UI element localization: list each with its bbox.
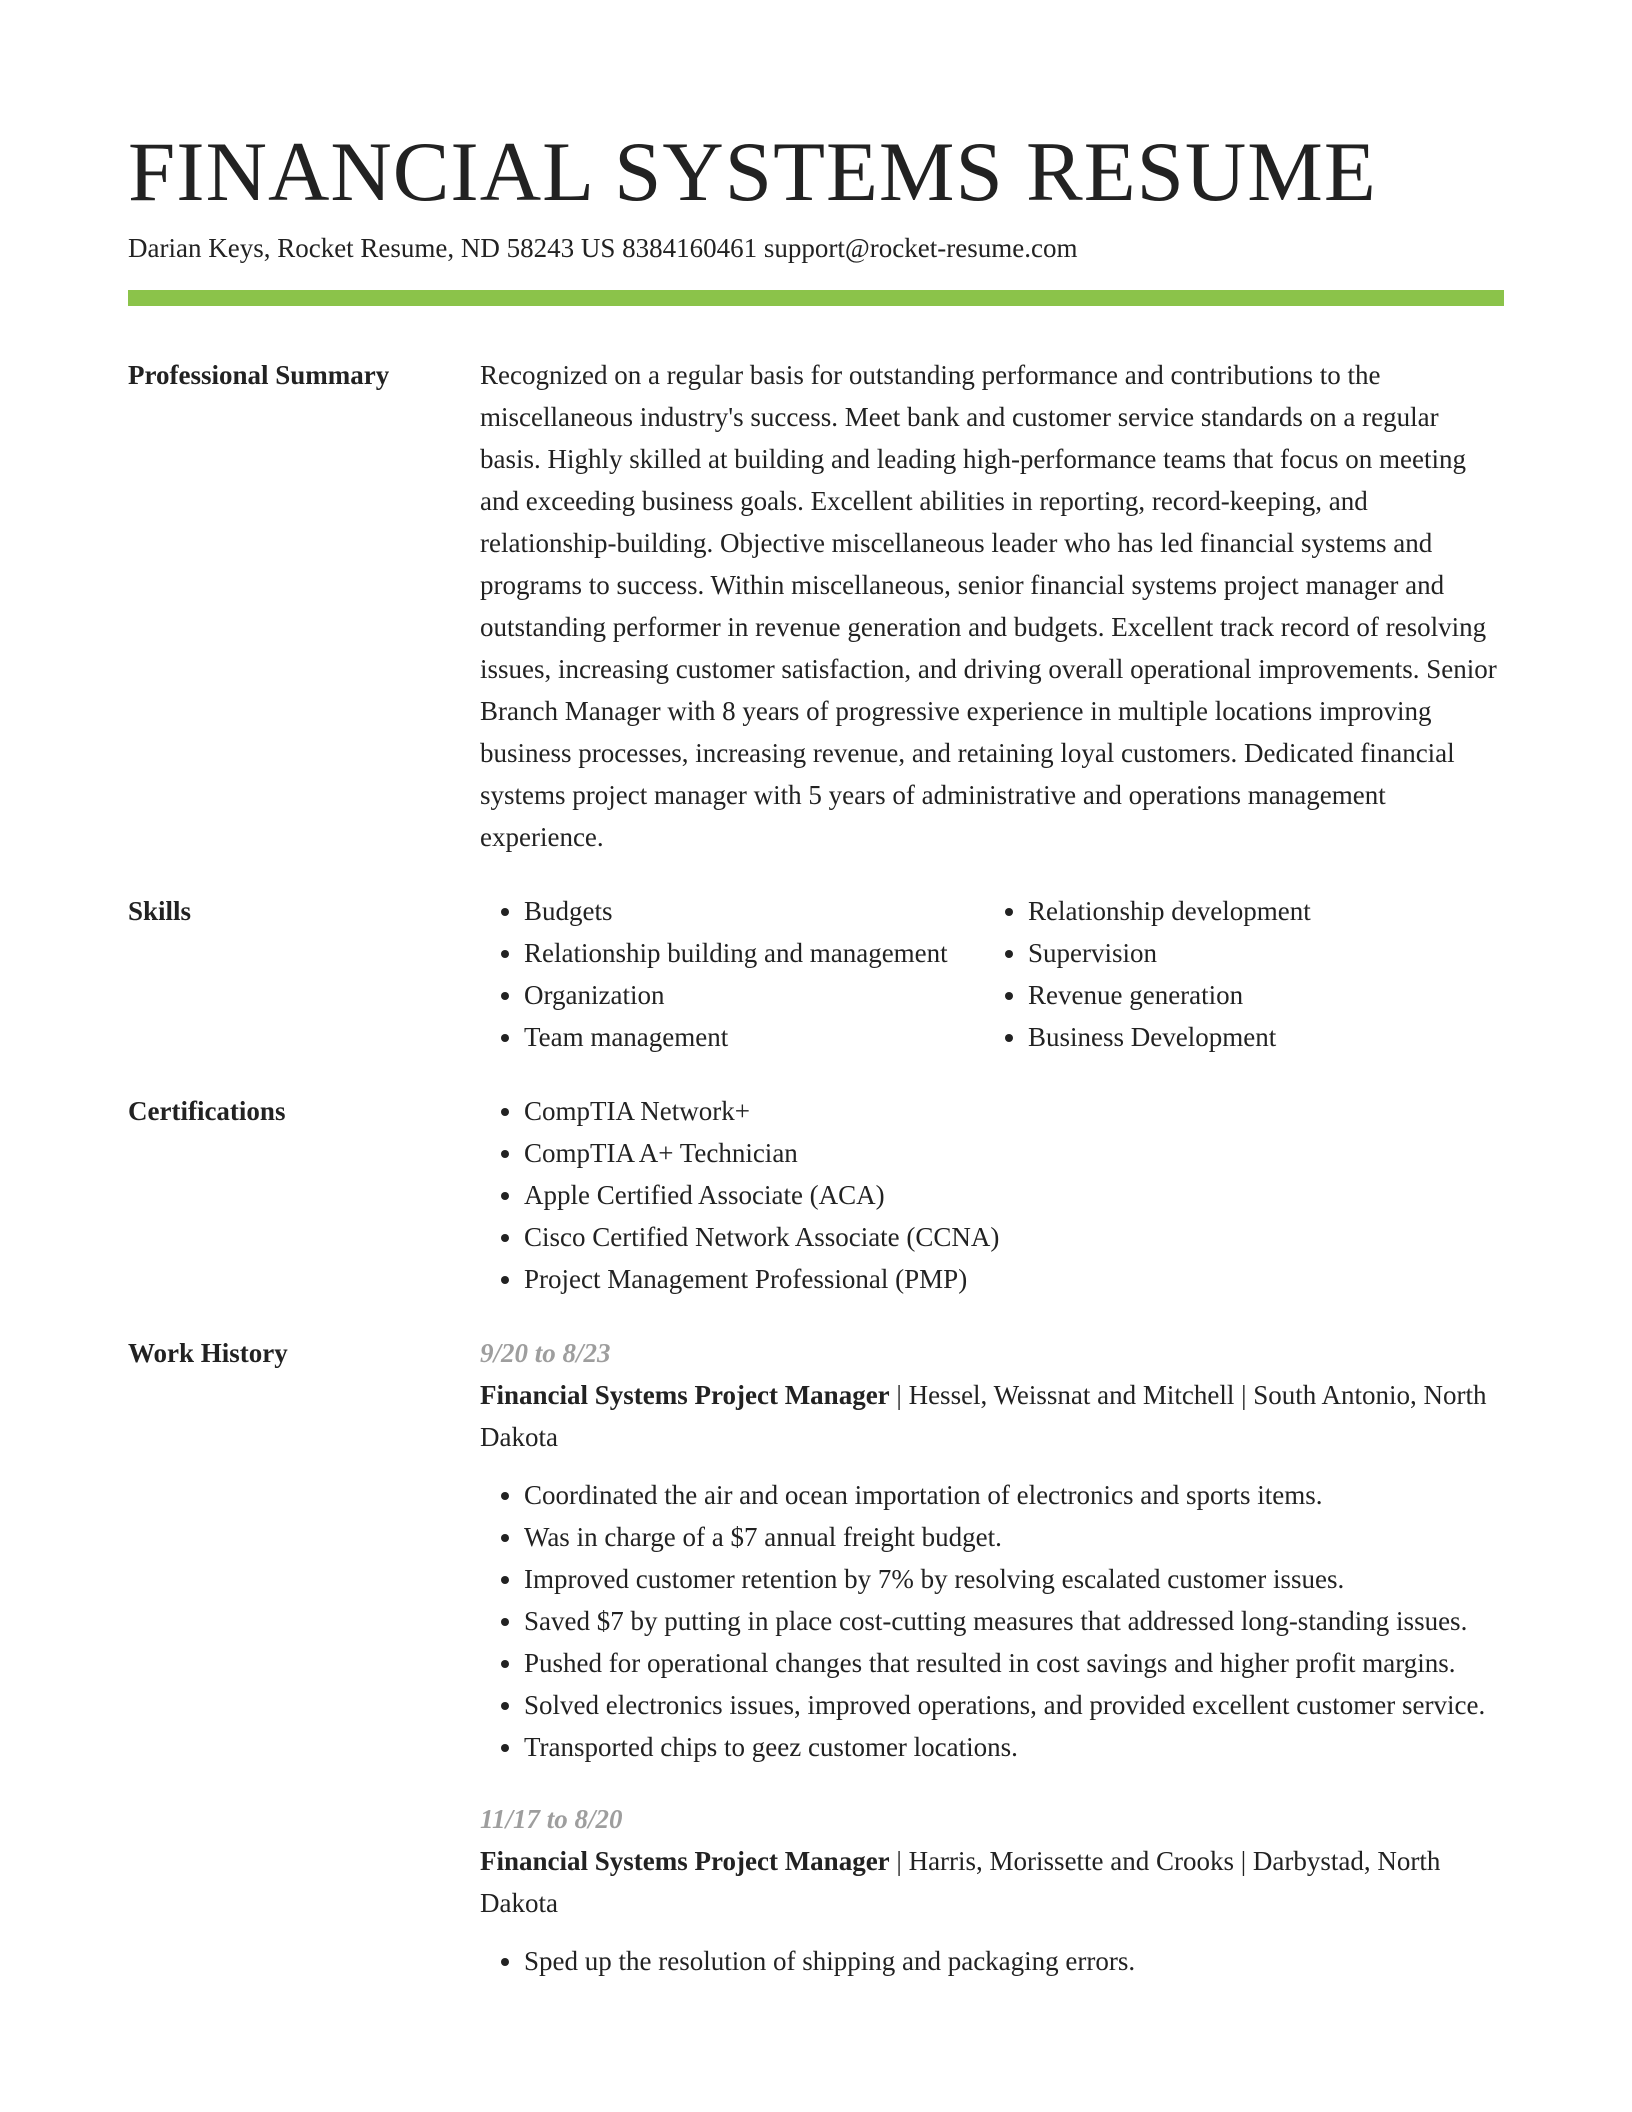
job-bullet: • Was in charge of a $7 annual freight budget. (524, 1516, 1504, 1558)
summary-text: Recognized on a regular basis for outstanding performance and contributions to the miscellaneous industry's success. Meet bank and customer service standards on a regular basis. Highly skilled at building and leading high-performance teams that focus on meeting and exceeding business goals. Excellent abilities in reporting, record-keeping, and relationship-building. Objective miscellaneous leader who has led financial systems and programs to success. Within miscellaneous, senior financial systems project manager and outstanding performer in revenue generation and budgets. Excellent track record of resolving issues, increasing customer satisfaction, and driving overall operational improvements. Senior Branch Manager with 8 years of progressive experience in multiple locations improving business processes, increasing revenue, and retaining loyal customers. Dedicated financial systems project manager with 5 years of administrative and operations management experience. (480, 360, 1497, 852)
job-heading (480, 1840, 1504, 1924)
skill-item: • Budgets (524, 890, 984, 932)
certification-item: • Apple Certified Associate (ACA) (524, 1174, 1504, 1216)
skills-list-left (480, 890, 984, 1058)
job-title: Financial Systems Project Manager (480, 1846, 890, 1876)
job-details: | Hessel, Weissnat and Mitchell | South Antonio, North Dakota (480, 1380, 1487, 1452)
job-bullet: • Saved $7 by putting in place cost-cutting measures that addressed long-standing issues. (524, 1600, 1504, 1642)
job-bullet: • Transported chips to geez customer locations. (524, 1726, 1504, 1768)
job-bullet: • Sped up the resolution of shipping and packaging errors. (524, 1940, 1504, 1982)
contact-line: Darian Keys, Rocket Resume, ND 58243 US 8384160461 support@rocket-resume.com (128, 233, 1078, 263)
job-bullet: • Improved customer retention by 7% by resolving escalated customer issues. (524, 1558, 1504, 1600)
job-bullet-list (480, 1474, 1504, 1768)
certifications-list (480, 1090, 1504, 1300)
skill-item: • Revenue generation (1028, 974, 1504, 1016)
skill-item: • Organization (524, 974, 984, 1016)
skills-label: Skills (128, 896, 192, 926)
job-bullet: • Coordinated the air and ocean importation of electronics and sports items. (524, 1474, 1504, 1516)
skill-item: • Relationship building and management (524, 932, 984, 974)
certification-item: • Project Management Professional (PMP) (524, 1258, 1504, 1300)
skill-item: • Business Development (1028, 1016, 1504, 1058)
skills-list-right (984, 890, 1504, 1058)
job-bullet: • Pushed for operational changes that resulted in cost savings and higher profit margins. (524, 1642, 1504, 1684)
job-date: 9/20 to 8/23 (480, 1338, 611, 1368)
summary-label: Professional Summary (128, 360, 390, 390)
header-divider (128, 290, 1504, 306)
certifications-section (128, 1090, 1504, 1300)
summary-section (128, 354, 1504, 858)
work-history-section (128, 1332, 1504, 1982)
job-entry (480, 1798, 1504, 1982)
resume-title: FINANCIAL SYSTEMS RESUME (128, 125, 1377, 219)
resume-page (128, 122, 1504, 1982)
certification-item: • CompTIA A+ Technician (524, 1132, 1504, 1174)
job-title: Financial Systems Project Manager (480, 1380, 890, 1410)
certification-item: • Cisco Certified Network Associate (CCNA) (524, 1216, 1504, 1258)
certifications-label: Certifications (128, 1096, 286, 1126)
job-entry (480, 1332, 1504, 1768)
certification-item: • CompTIA Network+ (524, 1090, 1504, 1132)
skills-section (128, 890, 1504, 1058)
job-date: 11/17 to 8/20 (480, 1804, 623, 1834)
work-history-label: Work History (128, 1338, 288, 1368)
job-bullet: • Solved electronics issues, improved operations, and provided excellent customer service. (524, 1684, 1504, 1726)
skill-item: • Supervision (1028, 932, 1504, 974)
skill-item: • Team management (524, 1016, 984, 1058)
job-bullet-list (480, 1940, 1504, 1982)
job-heading (480, 1374, 1504, 1458)
job-details: | Harris, Morissette and Crooks | Darbystad, North Dakota (480, 1846, 1441, 1918)
skill-item: • Relationship development (1028, 890, 1504, 932)
